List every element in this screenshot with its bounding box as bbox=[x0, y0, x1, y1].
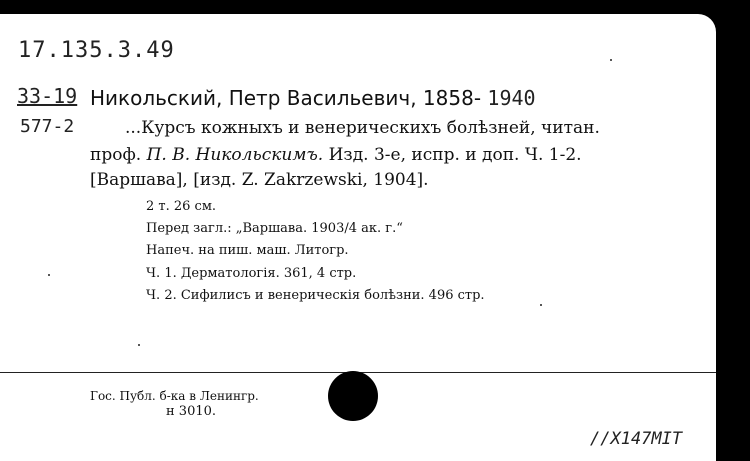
speck bbox=[48, 274, 50, 276]
author-name: Никольский, Петр Васильевич, 1858- bbox=[90, 86, 482, 110]
note-title-prefix: Перед загл.: „Варшава. 1903/4 ак. г.“ bbox=[146, 221, 403, 236]
note-extent: 2 т. 26 см. bbox=[146, 199, 217, 214]
shelfmark-top: 17.135.3.49 bbox=[18, 38, 175, 63]
footer-number: н 3010. bbox=[166, 404, 217, 419]
speck bbox=[540, 304, 542, 306]
author-heading bbox=[90, 86, 536, 110]
call-number-primary: 33-19 bbox=[17, 84, 78, 108]
punch-hole bbox=[328, 371, 378, 421]
footer-library: Гос. Публ. б-ка в Ленингр. bbox=[90, 389, 259, 403]
speck bbox=[610, 59, 612, 61]
note-printing: Напеч. на пиш. маш. Литогр. bbox=[146, 243, 349, 258]
title-line-3: [Варшава], [изд. Z. Zakrzewski, 1904]. bbox=[90, 170, 429, 190]
title-line-1: ...Курсъ кожныхъ и венерическихъ болѣзней, читан. bbox=[125, 118, 600, 138]
note-part-1: Ч. 1. Дерматологія. 361, 4 стр. bbox=[146, 266, 357, 281]
call-number-secondary: 577-2 bbox=[20, 116, 75, 137]
catalog-card bbox=[0, 14, 716, 461]
title-line-2-suffix: Изд. 3-е, испр. и доп. Ч. 1-2. bbox=[328, 145, 582, 165]
speck bbox=[138, 344, 140, 346]
title-line-2-prefix: проф. bbox=[90, 145, 142, 165]
author-death-year: 1940 bbox=[487, 86, 536, 110]
footer-handwritten-code: //X147MIT bbox=[590, 429, 683, 449]
title-line-2-author: П. В. Никольскимъ. bbox=[146, 145, 324, 165]
title-line-2 bbox=[90, 145, 582, 165]
note-part-2: Ч. 2. Сифилисъ и венерическія болѣзни. 496 стр. bbox=[146, 288, 485, 303]
